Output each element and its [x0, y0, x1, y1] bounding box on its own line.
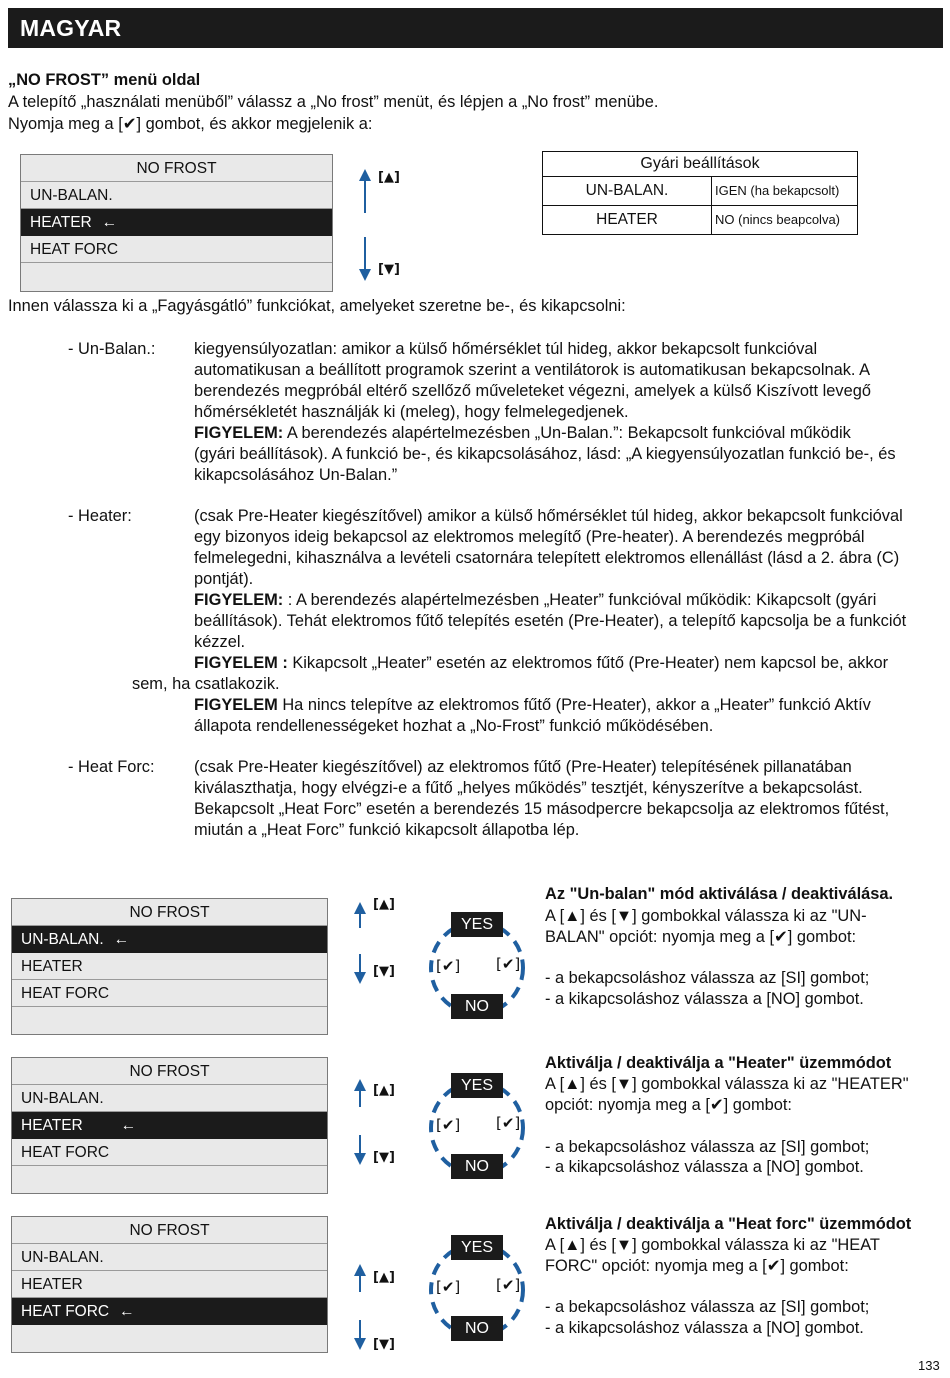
instruction-line: A [▲] és [▼] gombokkal válassza ki az "HEAT	[545, 1236, 880, 1254]
language-header	[8, 8, 943, 48]
scroll-arrows-icon	[350, 1260, 370, 1355]
warning-line	[194, 695, 871, 716]
menu-title: NO FROST	[12, 1217, 327, 1244]
menu-item-heatforc[interactable]	[12, 980, 327, 1007]
warning-line	[194, 423, 851, 444]
yes-button[interactable]: YES	[451, 912, 503, 937]
down-button-label: [▼]	[373, 1337, 395, 1352]
no-button[interactable]: NO	[451, 1316, 503, 1341]
up-button-label: [▲]	[373, 1270, 395, 1285]
confirm-left-icon: [✔]	[436, 1278, 461, 1296]
menu-item-label: HEATER	[21, 958, 83, 975]
section-heading: „NO FROST” menü oldal	[8, 71, 201, 89]
menu-item-label: UN-BALAN.	[21, 1249, 104, 1266]
no-button[interactable]: NO	[451, 994, 503, 1019]
table-row	[543, 176, 857, 205]
def-line: egy bizonyos ideig bekapcsol az elektromos melegítő (Pre-heater). A berendezés megpróbál	[194, 528, 865, 546]
menu-item-heater-selected[interactable]	[21, 209, 332, 236]
menu-item-label: HEAT FORC	[21, 1303, 110, 1320]
scroll-arrows-icon	[355, 165, 375, 285]
warning-text: : A berendezés alapértelmezésben „Heater” funkcióval működik: Kikapcsolt (gyári	[283, 591, 877, 609]
def-line: kézzel.	[194, 633, 246, 651]
menu-item-unbalan[interactable]	[21, 182, 332, 209]
warning-label: FIGYELEM :	[194, 654, 288, 672]
def-term-heater: - Heater:	[68, 507, 132, 525]
def-line: állapota rendellenességeket hozhat a „No-Frost” funkció működésében.	[194, 717, 714, 735]
back-arrow-icon: ←	[113, 931, 130, 948]
menu-item-label: HEAT FORC	[30, 241, 119, 258]
def-line: hőmérsékletét használják ki (meleg), hogy felmelegedjenek.	[194, 403, 629, 421]
def-line: felmelegedni, kihasználva a levételi csatornára telepített elektromos ellenállást (lásd a 2. ábra (C)	[194, 549, 900, 567]
instruction-line: A [▲] és [▼] gombokkal válassza ki az "HEATER"	[545, 1075, 909, 1093]
warning-line	[194, 590, 876, 611]
def-line: pontját).	[194, 570, 254, 588]
table-row	[543, 205, 857, 234]
nofrost-menu-unbalan	[11, 898, 328, 1035]
menu-item-heater[interactable]	[12, 953, 327, 980]
instruction-title: Aktiválja / deaktiválja a "Heater" üzemmódot	[545, 1054, 892, 1072]
confirm-left-icon: [✔]	[436, 957, 461, 975]
warning-text: Kikapcsolt „Heater” esetén az elektromos fűtő (Pre-Heater) nem kapcsol be, akkor	[287, 654, 889, 672]
confirm-right-icon: [✔]	[496, 955, 521, 973]
nofrost-menu-heater	[11, 1057, 328, 1194]
def-line: (gyári beállítások). A funkció be-, és kikapcsolásához, lásd: „A kiegyensúlyozatlan funkció be-, és	[194, 445, 896, 463]
instruction-line: opciót: nyomja meg a [✔] gombot:	[545, 1096, 792, 1114]
table-cell-value: IGEN (ha bekapcsolt)	[715, 183, 840, 198]
confirm-right-icon: [✔]	[496, 1114, 521, 1132]
choose-functions-text: Innen válassza ki a „Fagyásgátló” funkciókat, amelyeket szeretne be-, és kikapcsolni:	[8, 297, 626, 315]
menu-item-label: HEAT FORC	[21, 985, 110, 1002]
table-cell-name: UN-BALAN.	[543, 177, 712, 205]
instruction-title: Aktiválja / deaktiválja a "Heat forc" üzemmódot	[545, 1215, 912, 1233]
nofrost-menu	[20, 154, 333, 292]
yes-button[interactable]: YES	[451, 1235, 503, 1260]
menu-item-label: UN-BALAN.	[21, 1090, 104, 1107]
def-line: automatikusan a beállított programok szerint a ventilátorok is automatikusan bekapcsolnak. A	[194, 361, 871, 379]
factory-settings-table	[542, 151, 858, 235]
instruction-line: BALAN" opciót: nyomja meg a [✔] gombot:	[545, 928, 857, 946]
up-button-label: [▲]	[378, 170, 400, 185]
menu-title: NO FROST	[12, 1058, 327, 1085]
menu-item-unbalan[interactable]	[12, 1085, 327, 1112]
warning-label: FIGYELEM:	[194, 424, 284, 442]
def-line: kiválaszthatja, hogy elvégzi-e a fűtő „helyes működés” tesztjét, kényszerítve a bekapcsolást.	[194, 779, 863, 797]
scroll-arrows-icon	[350, 898, 370, 988]
instruction-title: Az "Un-balan" mód aktiválása / deaktiválása.	[545, 885, 894, 903]
menu-item-heater[interactable]	[12, 1271, 327, 1298]
instruction-off: - a kikapcsoláshoz válassza a [NO] gombot.	[545, 1319, 864, 1337]
menu-item-label: HEATER	[30, 214, 92, 231]
def-line: sem, ha csatlakozik.	[132, 675, 280, 693]
intro-line-2: Nyomja meg a [✔] gombot, és akkor megjelenik a:	[8, 115, 373, 133]
warning-text: A berendezés alapértelmezésben „Un-Balan.”: Bekapcsolt funkcióval működik	[283, 424, 851, 442]
def-line: kiegyensúlyozatlan: amikor a külső hőmérséklet túl hideg, akkor bekapcsolt funkcióval	[194, 340, 818, 358]
scroll-arrows-icon	[350, 1075, 370, 1170]
menu-item-label: UN-BALAN.	[30, 187, 113, 204]
up-button-label: [▲]	[373, 1083, 395, 1098]
menu-item-heater-selected[interactable]	[12, 1112, 327, 1139]
menu-item-unbalan-selected[interactable]	[12, 926, 327, 953]
warning-label: FIGYELEM:	[194, 591, 284, 609]
def-term-heatforc: - Heat Forc:	[68, 758, 155, 776]
warning-text: Ha nincs telepítve az elektromos fűtő (Pre-Heater), akkor a „Heater” funkció Aktív	[277, 696, 871, 714]
confirm-right-icon: [✔]	[496, 1276, 521, 1294]
def-term-unbalan: - Un-Balan.:	[68, 340, 156, 358]
def-line: kikapcsolásához Un-Balan.”	[194, 466, 398, 484]
confirm-left-icon: [✔]	[436, 1116, 461, 1134]
menu-item-heatforc-selected[interactable]	[12, 1298, 327, 1325]
menu-title: NO FROST	[21, 155, 332, 182]
instruction-on: - a bekapcsoláshoz válassza az [SI] gombot;	[545, 1298, 870, 1316]
back-arrow-icon: ←	[119, 1303, 135, 1320]
def-line: beállítások). Tehát elektromos fűtő telepítés esetén (Pre-Heater), a telepítő kapcsolja be a funkciót	[194, 612, 907, 630]
instruction-on: - a bekapcsoláshoz válassza az [SI] gombot;	[545, 1138, 870, 1156]
no-button[interactable]: NO	[451, 1154, 503, 1179]
def-line: Bekapcsolt „Heat Forc” esetén a berendezés 15 másodpercre bekapcsolja az elektromos fűtést,	[194, 800, 890, 818]
instruction-line: FORC" opciót: nyomja meg a [✔] gombot:	[545, 1257, 849, 1275]
menu-item-label: HEATER	[21, 1276, 83, 1293]
intro-line-1: A telepítő „használati menüből” válassz a „No frost” menüt, és lépjen a „No frost” menübe.	[8, 93, 659, 111]
down-button-label: [▼]	[373, 964, 395, 979]
warning-line	[194, 653, 888, 674]
instruction-off: - a kikapcsoláshoz válassza a [NO] gombot.	[545, 1158, 864, 1176]
up-button-label: [▲]	[373, 897, 395, 912]
language-title: MAGYAR	[20, 15, 122, 41]
back-arrow-icon: ←	[120, 1117, 137, 1134]
menu-item-heatforc[interactable]	[21, 236, 332, 263]
back-arrow-icon: ←	[101, 214, 118, 231]
table-cell-name: HEATER	[543, 206, 712, 234]
instruction-on: - a bekapcsoláshoz válassza az [SI] gombot;	[545, 969, 870, 987]
def-line: (csak Pre-Heater kiegészítővel) amikor a külső hőmérséklet túl hideg, akkor bekapcsolt funkcióval	[194, 507, 903, 525]
menu-item-label: HEATER	[21, 1117, 83, 1134]
warning-label: FIGYELEM	[194, 696, 278, 714]
menu-item-heatforc[interactable]	[12, 1139, 327, 1166]
def-line: miután a „Heat Forc” funkció kikapcsolt állapotba lép.	[194, 821, 580, 839]
page-number: 133	[918, 1358, 940, 1373]
down-button-label: [▼]	[378, 262, 400, 277]
down-button-label: [▼]	[373, 1150, 395, 1165]
menu-item-unbalan[interactable]	[12, 1244, 327, 1271]
menu-item-label: UN-BALAN.	[21, 931, 104, 948]
table-cell-value: NO (nincs beapcolva)	[715, 212, 840, 227]
yes-button[interactable]: YES	[451, 1073, 503, 1098]
instruction-line: A [▲] és [▼] gombokkal válassza ki az "UN-	[545, 907, 867, 925]
def-line: (csak Pre-Heater kiegészítővel) az elektromos fűtő (Pre-Heater) telepítésének pillanatában	[194, 758, 852, 776]
menu-title: NO FROST	[12, 899, 327, 926]
menu-item-label: HEAT FORC	[21, 1144, 110, 1161]
nofrost-menu-heatforc	[11, 1216, 328, 1353]
factory-settings-title: Gyári beállítások	[640, 155, 760, 172]
def-line: berendezés megpróbál eltérő szellőző műveleteket végezni, amelyek a külső Kiszívott levegő	[194, 382, 871, 400]
instruction-off: - a kikapcsoláshoz válassza a [NO] gombot.	[545, 990, 864, 1008]
